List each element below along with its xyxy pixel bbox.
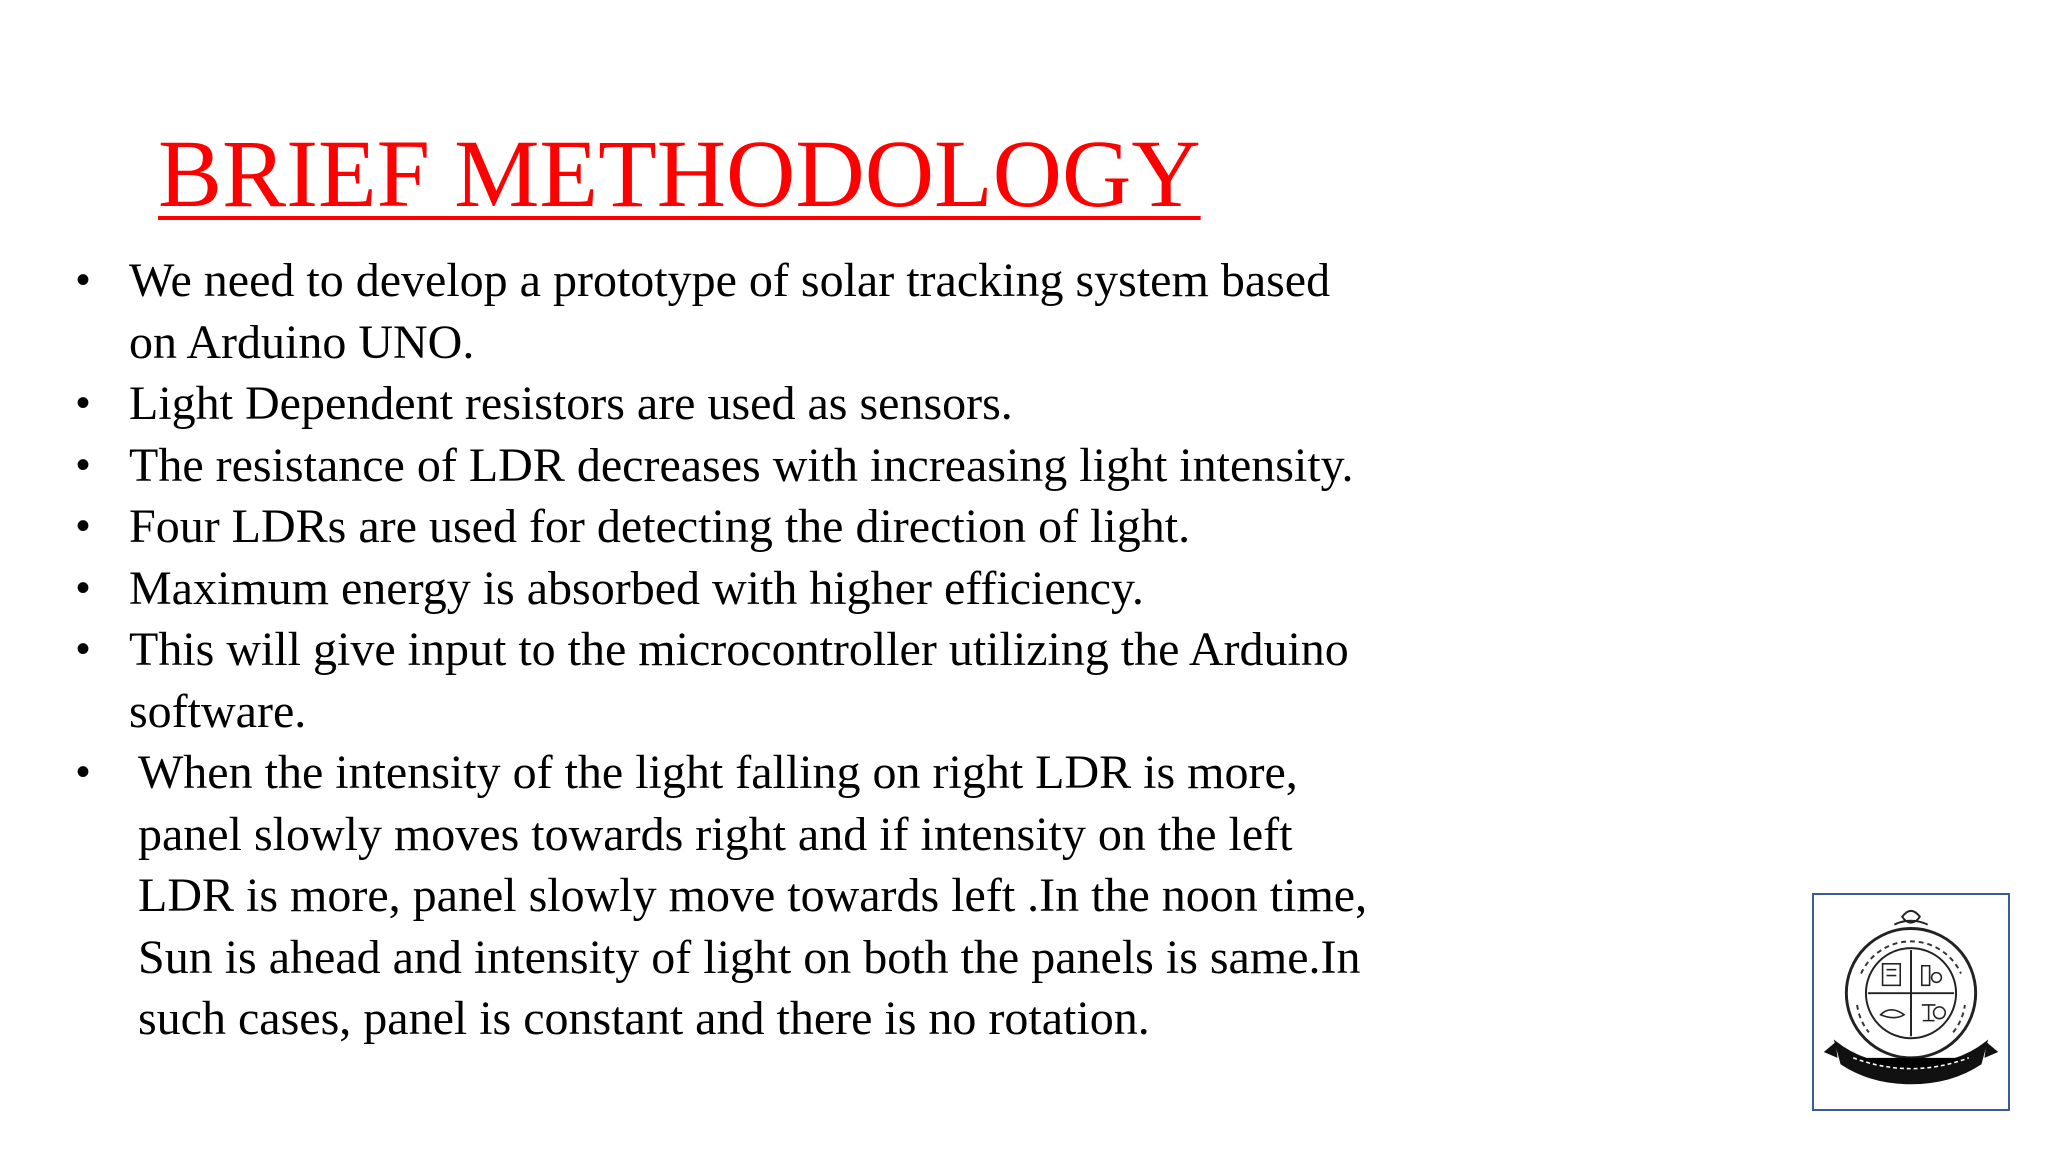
bullet-marker: • [76,750,91,794]
bullet-line: software. [129,684,307,738]
bullet-line: such cases, panel is constant and there is no rotation. [138,992,1150,1045]
bullet-line: LDR is more, panel slowly move towards left .In the noon time, [138,869,1368,922]
bullet-line: This will give input to the microcontroller utilizing the Arduino [129,623,1349,676]
bullet-marker: • [76,258,91,302]
bullet-line: Light Dependent resistors are used as sensors. [129,377,1013,430]
bullet-line: Sun is ahead and intensity of light on both the panels is same.In [138,930,1361,984]
bullet-item [72,619,1512,742]
bullet-line: Maximum energy is absorbed with higher efficiency. [129,561,1144,615]
bullet-line: When the intensity of the light falling on right LDR is more, [138,746,1298,799]
bullet-line: on Arduino UNO. [129,315,475,369]
bullet-marker: • [76,381,91,425]
slide-title: BRIEF METHODOLOGY [158,120,1201,227]
bullet-line: panel slowly moves towards right and if intensity on the left [138,807,1293,861]
bullet-marker: • [76,627,91,671]
bullet-item [72,496,1512,558]
bullet-marker: • [76,565,91,610]
bullet-item [72,558,1512,620]
bullet-line: Four LDRs are used for detecting the direction of light. [129,500,1191,553]
bullet-line: The resistance of LDR decreases with increasing light intensity. [129,438,1354,492]
bullet-item [72,250,1512,373]
bullet-line: We need to develop a prototype of solar tracking system based [129,254,1331,307]
bullet-item [72,742,1512,1050]
bullet-marker: • [76,442,91,487]
emblem-icon [1814,895,2008,1109]
bullet-item [72,435,1512,497]
bullet-item [72,373,1512,435]
bullet-list [72,250,1512,1050]
institution-logo [1812,893,2010,1111]
bullet-marker: • [76,504,91,548]
